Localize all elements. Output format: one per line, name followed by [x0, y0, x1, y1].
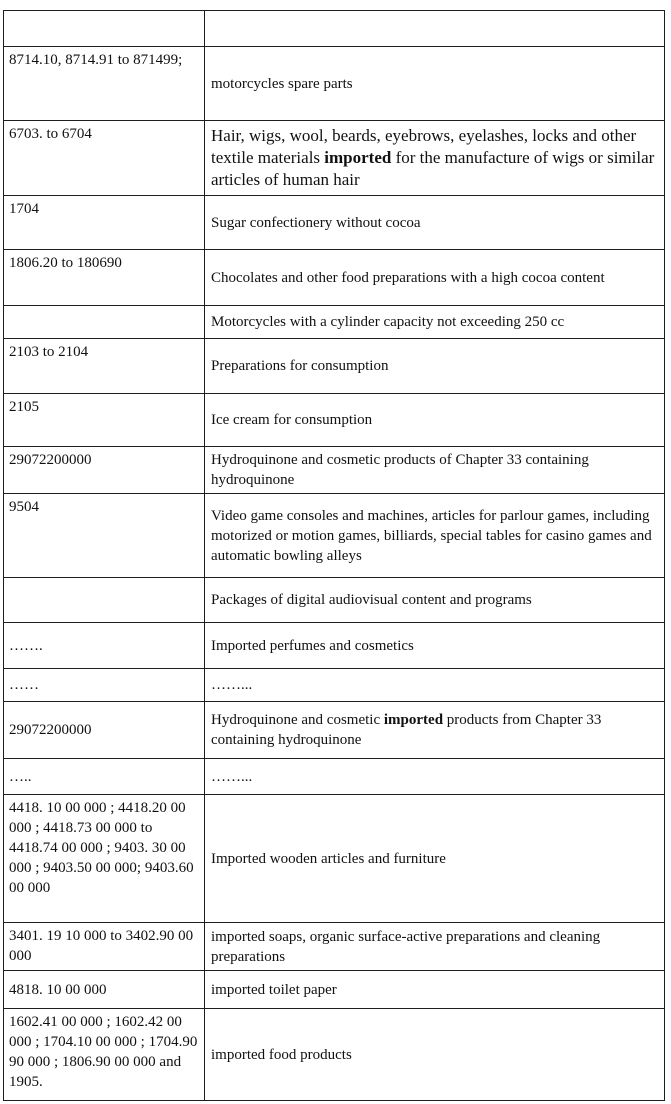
code-cell: 1704: [4, 196, 205, 250]
imported-emphasis: imported: [383, 712, 444, 728]
code-cell: [4, 578, 205, 623]
code-cell: 2105: [4, 394, 205, 447]
table-row: [4, 250, 665, 306]
description-cell: Chocolates and other food preparations with a high cocoa content: [205, 250, 665, 306]
table-row: [4, 121, 665, 196]
code-cell: 29072200000: [4, 447, 205, 494]
table-row: [4, 795, 665, 923]
code-cell: 1806.20 to 180690: [4, 250, 205, 306]
description-cell: Packages of digital audiovisual content and programs: [205, 578, 665, 623]
table-row: [4, 578, 665, 623]
description-cell: Imported wooden articles and furniture: [205, 795, 665, 923]
table-row: [4, 394, 665, 447]
code-cell: 4418. 10 00 000 ; 4418.20 00 000 ; 4418.73 00 000 to 4418.74 00 000 ; 9403. 30 00 000 ; 9403.50 00 000; 9403.60 00 000: [4, 795, 205, 923]
code-cell: 2103 to 2104: [4, 339, 205, 394]
table-row: [4, 1009, 665, 1101]
code-cell: 6703. to 6704: [4, 121, 205, 196]
description-cell: Sugar confectionery without cocoa: [205, 196, 665, 250]
description-text: products from Chapter 33 containing hydroquinone: [211, 712, 602, 748]
table-row: [4, 11, 665, 47]
table-row: [4, 339, 665, 394]
description-cell: motorcycles spare parts: [205, 47, 665, 121]
table-row: [4, 669, 665, 702]
code-cell: ……: [4, 669, 205, 702]
table-row: [4, 623, 665, 669]
table-row: [4, 923, 665, 971]
code-cell: …….: [4, 623, 205, 669]
description-cell: [205, 121, 665, 196]
description-text: Hydroquinone and cosmetic: [211, 712, 384, 728]
description-text: Hair, wigs, wool, beards, eyebrows, eyelashes, locks and other textile materials: [211, 126, 637, 167]
code-cell: [4, 306, 205, 339]
table-row: [4, 759, 665, 795]
table-row: [4, 306, 665, 339]
code-cell: [4, 11, 205, 47]
table-row: [4, 494, 665, 578]
tariff-table: [3, 10, 665, 1101]
table-row: [4, 196, 665, 250]
description-cell: [205, 11, 665, 47]
code-cell: 8714.10, 8714.91 to 871499;: [4, 47, 205, 121]
description-text: for the manufacture of wigs or similar articles of human hair: [211, 148, 655, 189]
description-cell: ……...: [205, 759, 665, 795]
description-cell: Video game consoles and machines, articles for parlour games, including motorized or motion games, billiards, special tables for casino games and automatic bowling alleys: [205, 494, 665, 578]
description-cell: Imported perfumes and cosmetics: [205, 623, 665, 669]
table-row: [4, 702, 665, 759]
code-cell: 9504: [4, 494, 205, 578]
description-cell: imported food products: [205, 1009, 665, 1101]
description-cell: Ice cream for consumption: [205, 394, 665, 447]
table-row: [4, 971, 665, 1009]
code-cell: 1602.41 00 000 ; 1602.42 00 000 ; 1704.10 00 000 ; 1704.90 90 000 ; 1806.90 00 000 and 1905.: [4, 1009, 205, 1101]
description-cell: Preparations for consumption: [205, 339, 665, 394]
description-cell: Hydroquinone and cosmetic products of Chapter 33 containing hydroquinone: [205, 447, 665, 494]
code-cell: 4818. 10 00 000: [4, 971, 205, 1009]
imported-emphasis: imported: [324, 148, 392, 167]
description-cell: ……...: [205, 669, 665, 702]
description-cell: Motorcycles with a cylinder capacity not exceeding 250 cc: [205, 306, 665, 339]
code-cell: 29072200000: [4, 702, 205, 759]
description-cell: imported toilet paper: [205, 971, 665, 1009]
table-row: [4, 447, 665, 494]
table-row: [4, 47, 665, 121]
code-cell: 3401. 19 10 000 to 3402.90 00 000: [4, 923, 205, 971]
description-cell: [205, 702, 665, 759]
code-cell: …..: [4, 759, 205, 795]
description-cell: imported soaps, organic surface-active preparations and cleaning preparations: [205, 923, 665, 971]
